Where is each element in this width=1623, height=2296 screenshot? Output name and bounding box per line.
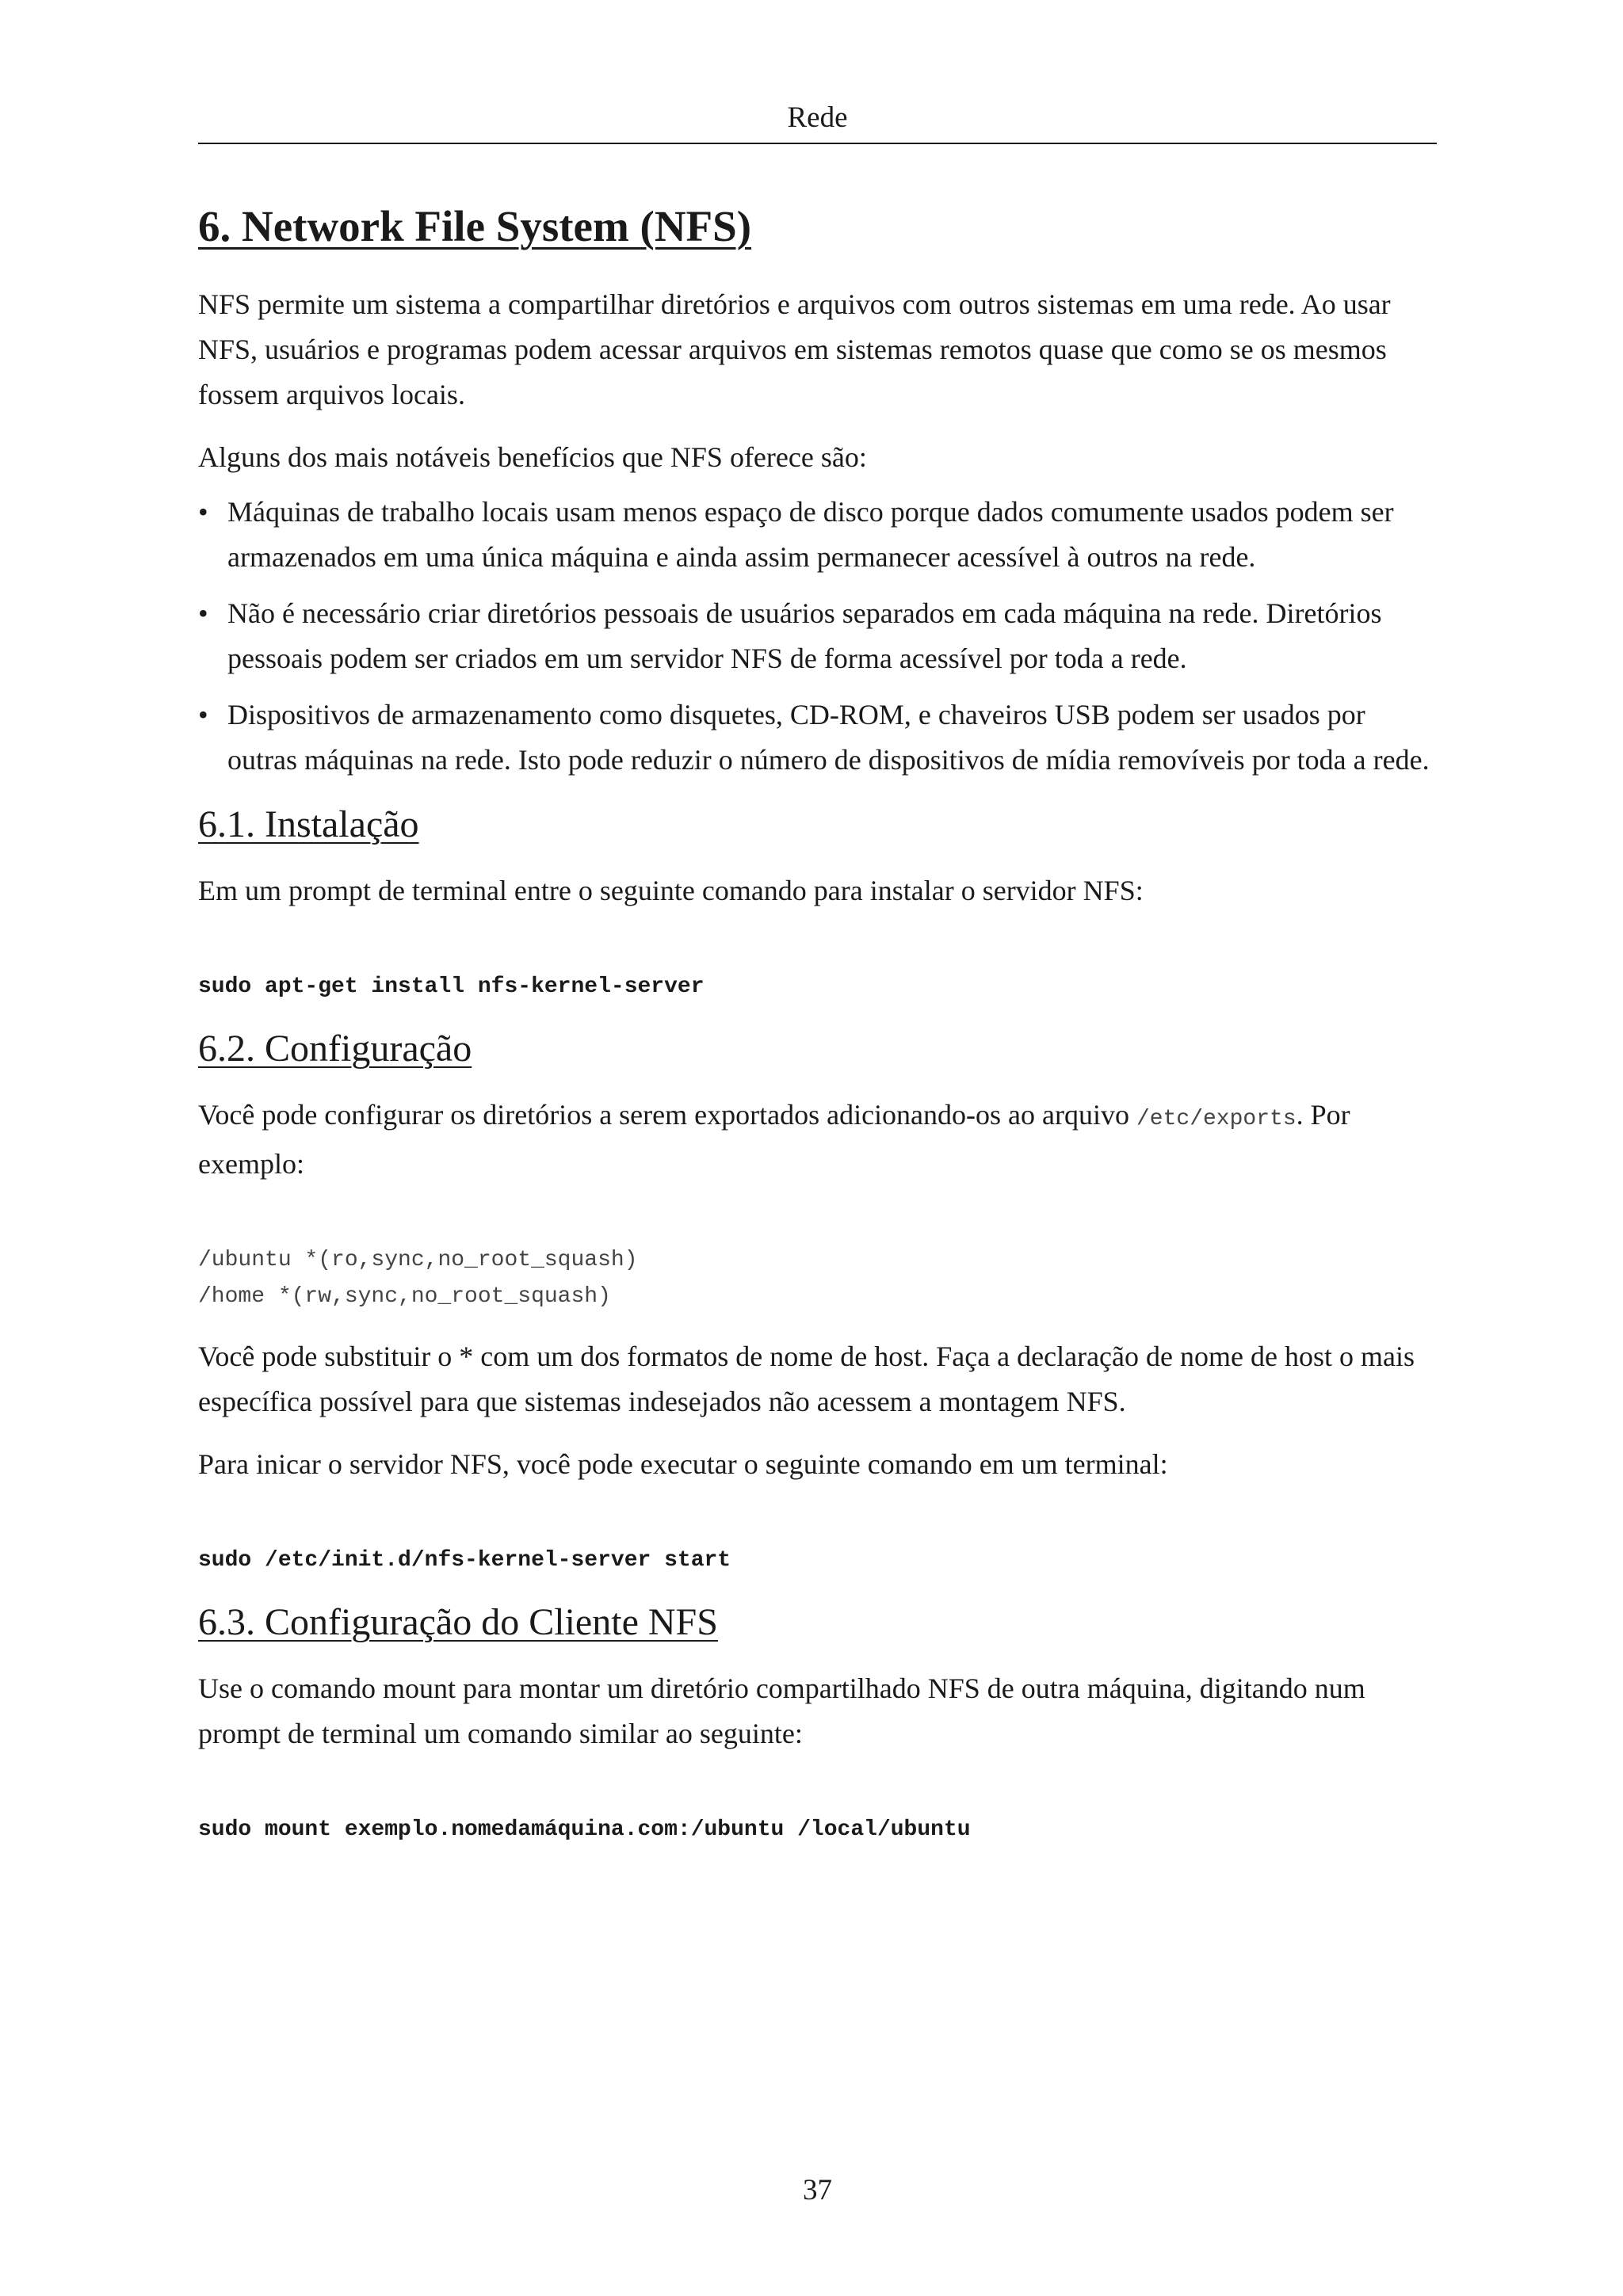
install-heading: 6.1. Instalação	[198, 803, 419, 845]
mount-command: sudo mount exemplo.nomedamáquina.com:/ubuntu /local/ubuntu	[198, 1817, 971, 1842]
client-heading: 6.3. Configuração do Cliente NFS	[198, 1601, 718, 1643]
page-number: 37	[803, 2174, 832, 2206]
list-item	[198, 692, 1437, 783]
list-item-text: Não é necessário criar diretórios pessoais de usuários separados em cada máquina na rede. Diretórios pessoais podem ser criados em um servidor NFS de forma acessível por toda a rede.	[227, 597, 1382, 674]
list-item-text: Máquinas de trabalho locais usam menos espaço de disco porque dados comumente usados podem ser armazenados em uma única máquina e ainda assim permanecer acessível à outros na rede.	[227, 496, 1394, 573]
install-text: Em um prompt de terminal entre o seguinte comando para instalar o servidor NFS:	[198, 875, 1144, 906]
start-command: sudo /etc/init.d/nfs-kernel-server start	[198, 1548, 731, 1573]
document-page	[198, 0, 1437, 2296]
intro-paragraph: NFS permite um sistema a compartilhar diretórios e arquivos com outros sistemas em uma rede. Ao usar NFS, usuários e programas podem acessar arquivos em sistemas remotos quase que como se os mesmos fossem arquivos locais.	[198, 288, 1391, 410]
client-text: Use o comando mount para montar um diretório compartilhado NFS de outra máquina, digitando num prompt de terminal um comando similar ao seguinte:	[198, 1672, 1365, 1749]
list-item-text: Dispositivos de armazenamento como disquetes, CD-ROM, e chaveiros USB podem ser usados por outras máquinas na rede. Isto pode reduzir o número de dispositivos de mídia removíveis por toda a rede.	[227, 699, 1430, 776]
install-command: sudo apt-get install nfs-kernel-server	[198, 974, 705, 999]
config-text-before: Você pode configurar os diretórios a serem exportados adicionando-os ao arquivo	[198, 1099, 1136, 1131]
benefits-list	[198, 490, 1437, 783]
section-title: 6. Network File System (NFS)	[198, 202, 752, 250]
start-text: Para inicar o servidor NFS, você pode executar o seguinte comando em um terminal:	[198, 1448, 1168, 1480]
config-text	[198, 1093, 1437, 1187]
exports-example	[198, 1242, 1437, 1315]
list-item	[198, 591, 1437, 681]
exports-line: /ubuntu *(ro,sync,no_root_squash)	[198, 1248, 638, 1272]
bullet-icon: •	[198, 597, 208, 629]
bullet-icon: •	[198, 699, 208, 730]
hosts-text: Você pode substituir o * com um dos formatos de nome de host. Faça a declaração de nome de host o mais específica possível para que sistemas indesejados não acessem a montagem NFS.	[198, 1341, 1415, 1417]
exports-file-path: /etc/exports	[1136, 1107, 1296, 1131]
exports-line: /home *(rw,sync,no_root_squash)	[198, 1284, 611, 1309]
running-header: Rede	[787, 101, 848, 134]
bullet-icon: •	[198, 496, 208, 528]
config-text-after: . Por exemplo:	[198, 1099, 1350, 1180]
page-content	[198, 198, 1437, 1867]
benefits-intro: Alguns dos mais notáveis benefícios que NFS oferece são:	[198, 441, 867, 473]
config-heading: 6.2. Configuração	[198, 1028, 472, 1070]
list-item	[198, 490, 1437, 580]
header-rule	[198, 143, 1437, 144]
